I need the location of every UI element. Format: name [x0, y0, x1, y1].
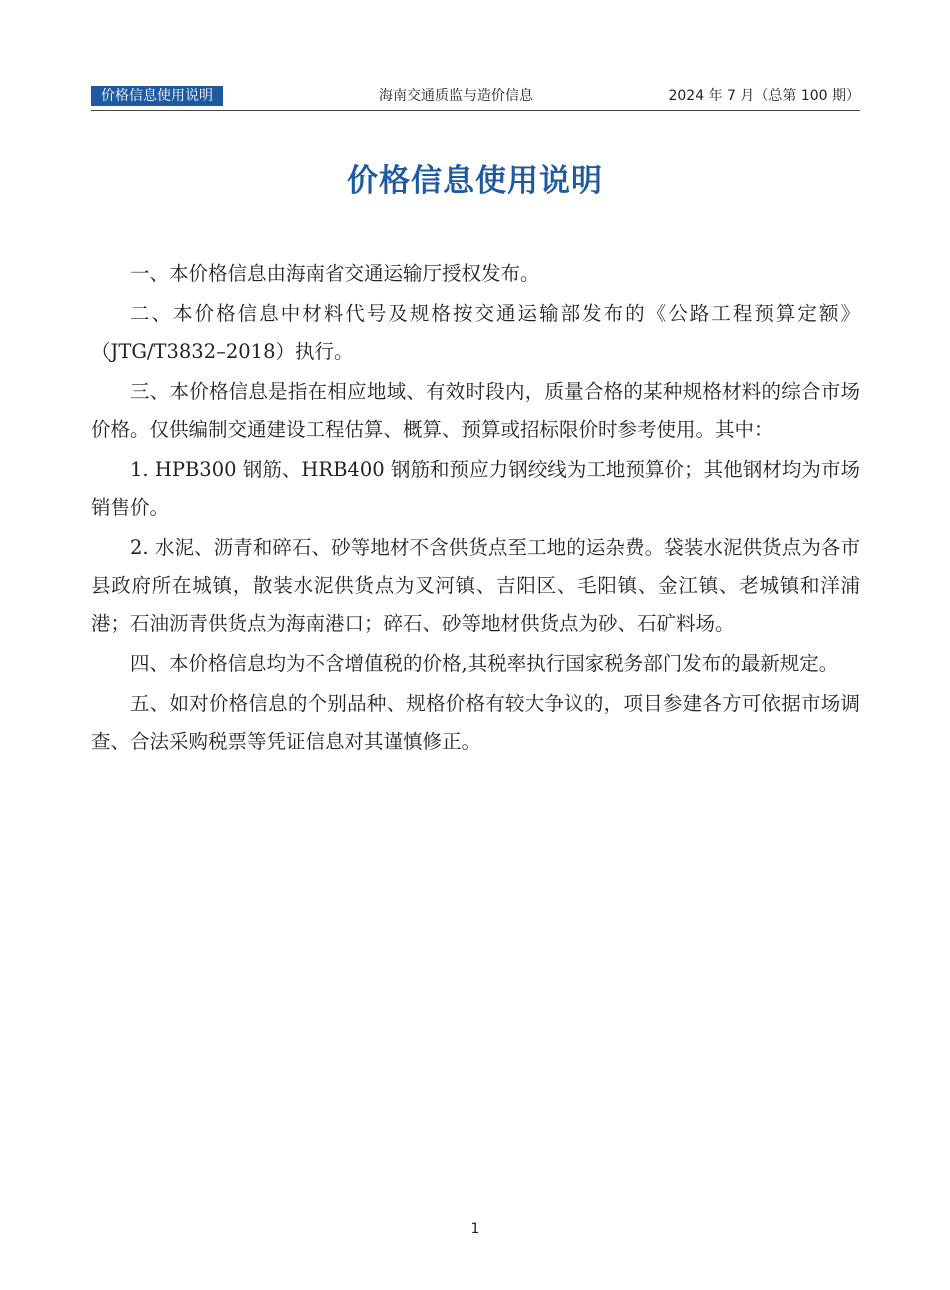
publication-name: 海南交通质监与造价信息: [379, 88, 533, 104]
issue-info: 2024 年 7 月（总第 100 期）: [668, 88, 860, 104]
paragraph-7: 五、如对价格信息的个别品种、规格价格有较大争议的，项目参建各方可依据市场调查、合法采购税票等凭证信息对其谨慎修正。: [91, 692, 860, 753]
page-header: [91, 86, 860, 108]
paragraph-2: 二、本价格信息中材料代号及规格按交通运输部发布的《公路工程预算定额》（JTG/T3832–2018）执行。: [91, 302, 860, 363]
paragraph-5: 2. 水泥、沥青和碎石、砂等地材不含供货点至工地的运杂费。袋装水泥供货点为各市县政府所在城镇，散装水泥供货点为叉河镇、吉阳区、毛阳镇、金江镇、老城镇和洋浦港；石油沥青供货点为海南港口；碎石、砂等地材供货点为砂、石矿料场。: [91, 536, 860, 635]
header-divider: [91, 110, 860, 111]
paragraph-4: 1. HPB300 钢筋、HRB400 钢筋和预应力钢绞线为工地预算价；其他钢材均为市场销售价。: [91, 458, 860, 519]
section-tag: 价格信息使用说明: [91, 86, 223, 106]
paragraph-3: 三、本价格信息是指在相应地域、有效时段内，质量合格的某种规格材料的综合市场价格。仅供编制交通建设工程估算、概算、预算或招标限价时参考使用。其中：: [91, 380, 860, 441]
paragraph-6: 四、本价格信息均为不含增值税的价格,其税率执行国家税务部门发布的最新规定。: [130, 652, 839, 675]
paragraph-1: 一、本价格信息由海南省交通运输厅授权发布。: [130, 262, 540, 285]
page-title: 价格信息使用说明: [347, 163, 603, 199]
page-number: 1: [470, 1221, 480, 1237]
document-body: [91, 255, 860, 763]
